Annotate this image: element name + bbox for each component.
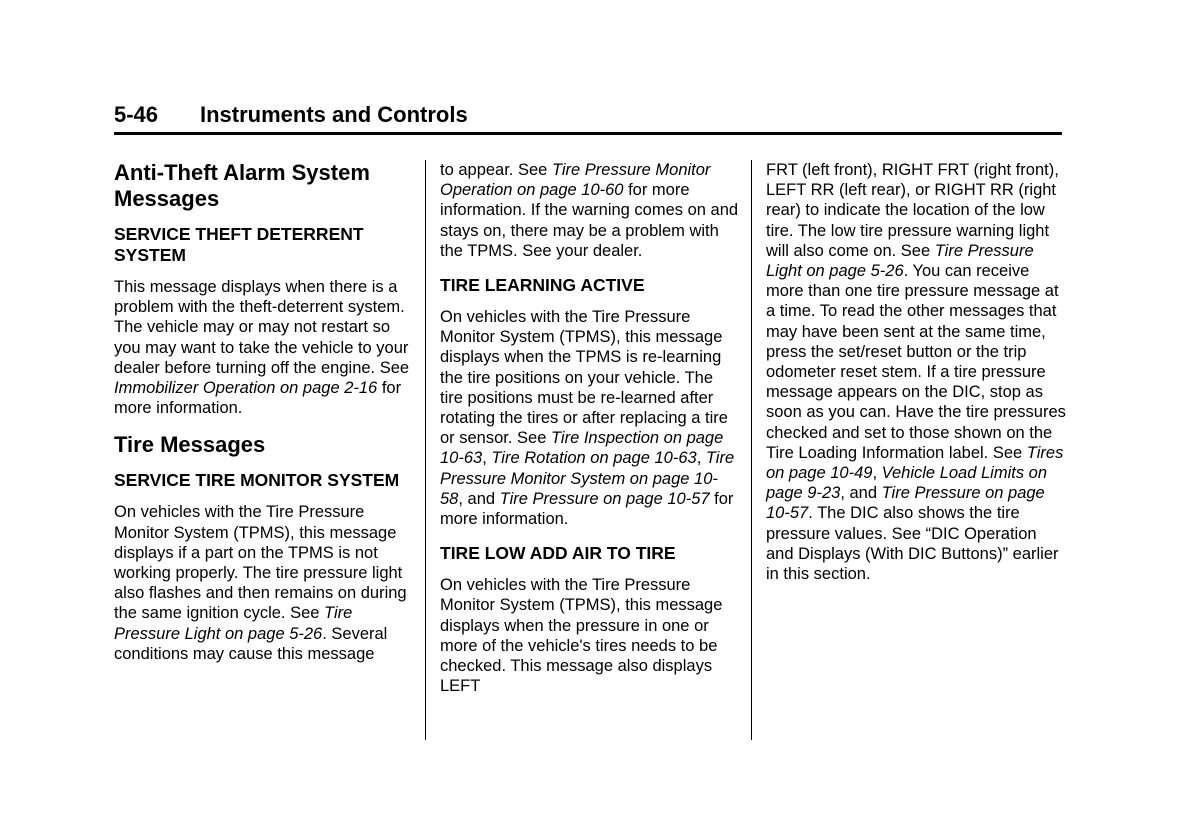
subheading-service-theft-deterrent: SERVICE THEFT DETERRENT SYSTEM [114,224,364,265]
cross-reference: Tire Pressure Monitor Operation on page 10-60 [440,161,711,200]
cross-reference: Vehicle Load Limits on page 9-23 [766,464,1048,503]
paragraph-tire-low-continued: FRT (left front), RIGHT FRT (right front), LEFT RR (left rear), or RIGHT RR (right rear) to indicate the location of the low tire. The low tire pressure warning light will also come on. See Tire Pressure Light on page 5-26. You can receive more than one tire pressure message at a time. To read the other messages that may have been sent at the same time, press the set/reset button or the trip odometer reset stem. If a tire pressure message appears on the DIC, stop as soon as you can. Have the tire pressures checked and set to those shown on the Tire Loading Information label. See Tires on page 10-49, Vehicle Load Limits on page 9-23, and Tire Pressure on page 10-57. The DIC also shows the tire pressure values. See “DIC Operation and Displays (With DIC Buttons)” earlier in this section. [766,161,1066,584]
subheading-tire-low-add-air: TIRE LOW ADD AIR TO TIRE [440,543,676,564]
paragraph-theft-deterrent: This message displays when there is a problem with the theft-deterrent system. The vehicle may or may not restart so you may want to take the vehicle to your dealer before turning off the engine. See Immobilizer Operation on page 2-16 for more information. [114,278,410,418]
paragraph-tire-monitor: On vehicles with the Tire Pressure Monitor System (TPMS), this message displays if a part on the TPMS is not working properly. The tire pressure light also flashes and then remains on during the same ignition cycle. See Tire Pressure Light on page 5-26. Several conditions may cause this message [114,503,407,663]
cross-reference: Tires on page 10-49 [766,443,1064,483]
column-2 [440,160,740,710]
column-divider [425,160,426,740]
heading-anti-theft-alarm: Anti-Theft Alarm System Messages [114,160,370,211]
cross-reference: Tire Pressure Monitor System on page 10-58 [440,449,735,508]
cross-reference: Immobilizer Operation on page 2-16 [114,379,378,398]
cross-reference: Tire Rotation on page 10-63 [491,449,697,468]
page-header [114,100,1062,135]
paragraph-monitor-continued: to appear. See Tire Pressure Monitor Operation on page 10-60 for more information. If the warning comes on and stays on, there may be a problem with the TPMS. See your dealer. [440,161,739,260]
cross-reference: Tire Pressure Light on page 5-26 [766,241,1034,281]
subheading-service-tire-monitor: SERVICE TIRE MONITOR SYSTEM [114,470,400,491]
paragraph-tire-learning: On vehicles with the Tire Pressure Monitor System (TPMS), this message displays when the TPMS is re-learning the tire positions on your vehicle. The tire positions must be re-learned after rotating the tires or after replacing a tire or sensor. See Tire Inspection on page 10-63, Tire Rotation on page 10-63, Tire Pressure Monitor System on page 10-58, and Tire Pressure on page 10-57 for more information. [440,308,735,529]
cross-reference: Tire Inspection on page 10-63 [440,429,724,468]
column-divider [751,160,752,740]
cross-reference: Tire Pressure on page 10-57 [766,484,1045,523]
cross-reference: Tire Pressure Light on page 5-26 [114,604,353,643]
section-title: Instruments and Controls [200,102,468,127]
heading-tire-messages: Tire Messages [114,432,266,458]
column-3 [766,160,1066,598]
paragraph-tire-low: On vehicles with the Tire Pressure Monitor System (TPMS), this message displays when the pressure in one or more of the vehicle's tires needs to be checked. This message also displays LEFT [440,576,723,696]
subheading-tire-learning-active: TIRE LEARNING ACTIVE [440,275,645,296]
cross-reference: Tire Pressure on page 10-57 [499,489,710,508]
page-number: 5-46 [114,102,159,127]
column-1 [114,160,414,678]
